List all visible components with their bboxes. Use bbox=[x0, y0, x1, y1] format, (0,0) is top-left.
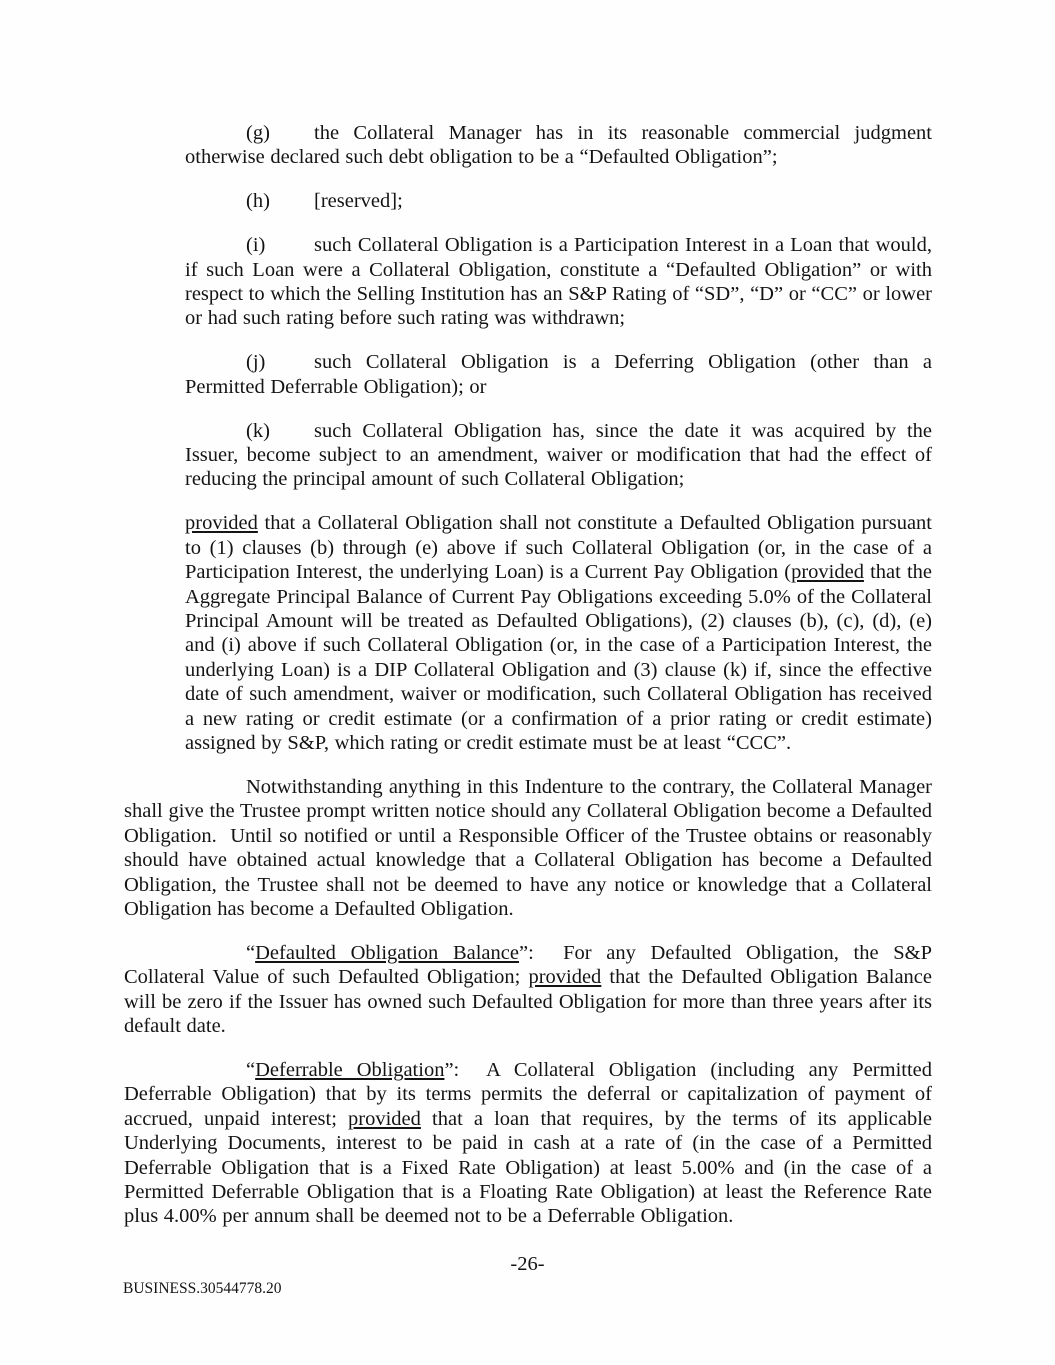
document-id: BUSINESS.30544778.20 bbox=[123, 1280, 282, 1297]
clause-paragraph-h bbox=[185, 189, 932, 213]
clause-text-h: [reserved]; bbox=[314, 190, 403, 213]
clause-marker-j: (j) bbox=[246, 351, 266, 374]
proviso-text: provided that a Collateral Obligation shall not constitute a Defaulted Obligation pursuant to (1) clauses (b) through (e) above if such Collateral Obligation (or, in the case of a Participation Interest, the underlying Loan) is a Current Pay Obligation (provided that the Aggregate Principal Balance of Current Pay Obligations exceeding 5.0% of the Collateral Principal Amount will be treated as Defaulted Obligations), (2) clauses (b), (c), (d), (e) and (i) above if such Collateral Obligation (or, in the case of a Participation Interest, the underlying Loan) is a DIP Collateral Obligation and (3) clause (k) if, since the effective date of such amendment, waiver or modification, such Collateral Obligation has received a new rating or credit estimate (or a confirmation of a prior rating or credit estimate) assigned by S&P, which rating or credit estimate must be at least “CCC”. bbox=[185, 512, 932, 755]
clause-marker-g: (g) bbox=[246, 122, 270, 144]
clause-text-j: such Collateral Obligation is a Deferring Obligation (other than a Permitted Deferrable Obligation); or bbox=[185, 351, 932, 398]
definition-defaulted-obligation-balance bbox=[124, 941, 932, 1039]
clause-text-g: the Collateral Manager has in its reasonable commercial judgment otherwise declared such debt obligation to be a “Defaulted Obligation”; bbox=[185, 122, 932, 169]
notwithstanding-paragraph bbox=[124, 775, 932, 921]
definition-deferrable-obligation bbox=[124, 1058, 932, 1229]
proviso-paragraph bbox=[185, 511, 932, 755]
clause-marker-k: (k) bbox=[246, 419, 270, 442]
clause-marker-i: (i) bbox=[246, 234, 266, 257]
clause-paragraph-j bbox=[185, 350, 932, 399]
clause-paragraph-g bbox=[185, 121, 932, 170]
clause-text-i: such Collateral Obligation is a Participation Interest in a Loan that would, if such Loan were a Collateral Obligation, constitute a “Defaulted Obligation” or with respect to which the Selling Institution has an S&P Rating of “SD”, “D” or “CC” or lower or had such rating before such rating was withdrawn; bbox=[185, 234, 932, 330]
definition-defaulted-obligation-balance-text: “Defaulted Obligation Balance”: For any Defaulted Obligation, the S&P Collateral Value of such Defaulted Obligation; provided that the Defaulted Obligation Balance will be zero if the Issuer has owned such Defaulted Obligation for more than three years after its default date. bbox=[124, 941, 932, 1038]
definition-deferrable-obligation-text: “Deferrable Obligation”: A Collateral Obligation (including any Permitted Deferrable Obligation) that by its terms permits the deferral or capitalization of payment of accrued, unpaid interest; provided that a loan that requires, by the terms of its applicable Underlying Documents, interest to be paid in cash at a rate of (in the case of a Permitted Deferrable Obligation that is a Fixed Rate Obligation) at least 5.00% and (in the case of a Permitted Deferrable Obligation that is a Floating Rate Obligation) at least the Reference Rate plus 4.00% per annum shall be deemed not to be a Deferrable Obligation. bbox=[124, 1059, 933, 1228]
page-number: -26- bbox=[510, 1253, 545, 1275]
clause-marker-h: (h) bbox=[246, 190, 270, 213]
clause-paragraph-i bbox=[185, 233, 932, 331]
notwithstanding-text: Notwithstanding anything in this Indenture to the contrary, the Collateral Manager shall give the Trustee prompt written notice should any Collateral Obligation become a Defaulted Obligation. Until so notified or until a Responsible Officer of the Trustee obtains or reasonably should have obtained actual knowledge that a Collateral Obligation has become a Defaulted Obligation, the Trustee shall not be deemed to have any notice or knowledge that a Collateral Obligation has become a Defaulted Obligation. bbox=[124, 775, 932, 920]
clause-paragraph-k bbox=[185, 419, 932, 492]
clause-text-k: such Collateral Obligation has, since the date it was acquired by the Issuer, become subject to an amendment, waiver or modification that had the effect of reducing the principal amount of such Collateral Obligation; bbox=[185, 419, 932, 491]
